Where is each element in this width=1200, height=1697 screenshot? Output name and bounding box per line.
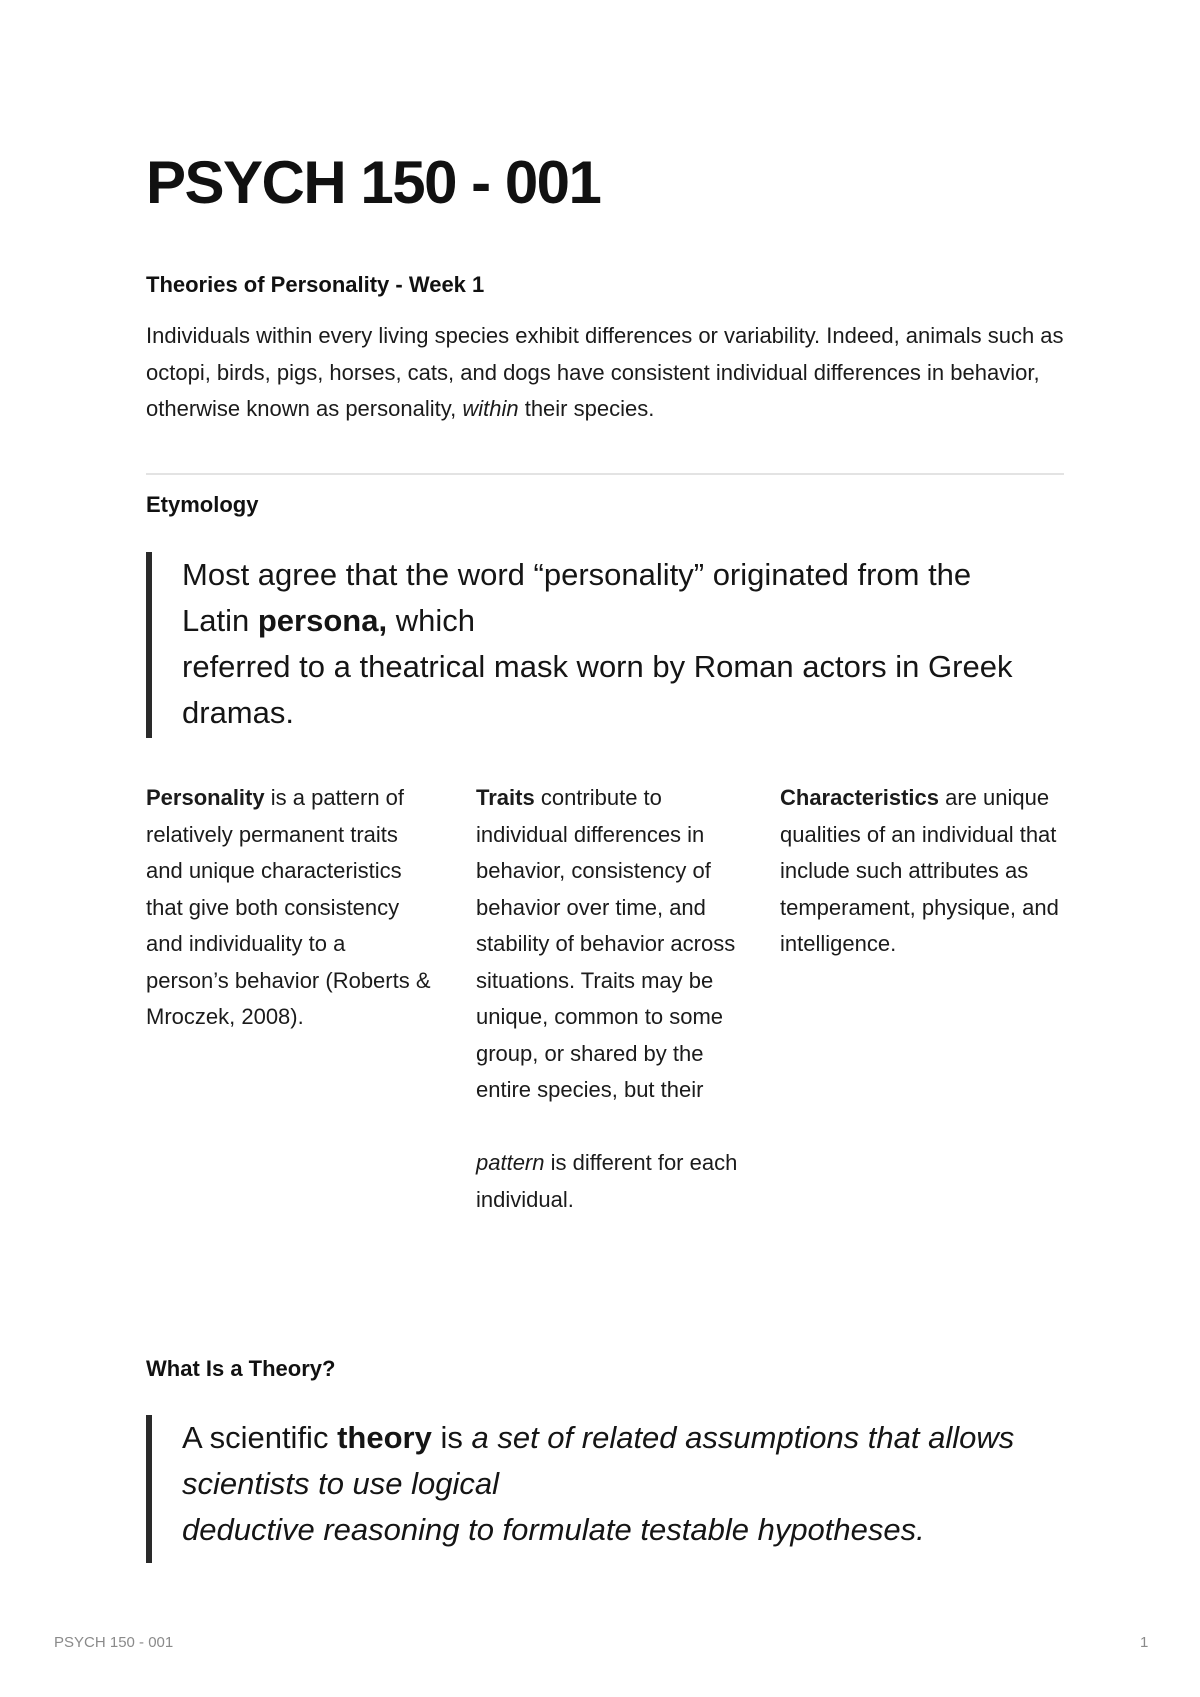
definition-body: is a pattern of relatively permanent traits and unique characteristics that give both consistency and individuality to a person’s behavior (Roberts & Mroczek, 2008). [146,785,431,1029]
section-subtitle: Theories of Personality - Week 1 [146,272,485,297]
theory-quote [146,1415,1064,1563]
paragraph-gap [476,1109,741,1146]
definition-text [476,780,741,1109]
quote-text: A scientific [182,1420,329,1455]
quote-line [182,1507,1064,1553]
quote-text: which [395,603,475,638]
definition-traits [476,780,741,1218]
quote-italic: deductive reasoning to formulate testable hypotheses. [182,1512,925,1547]
definition-body: contribute to individual differences in behavior, consistency of behavior over time, and stability of behavior across situations. Traits may be unique, common to some group, or shared by the entire species, but their [476,785,736,1102]
definition-body: are unique qualities of an individual that include such attributes as temperament, physique, and intelligence. [780,785,1059,956]
etymology-heading: Etymology [146,492,259,517]
quote-line [182,598,1064,644]
definition-term: Personality [146,785,265,810]
definition-personality [146,780,431,1036]
quote-bold-term: persona, [257,603,388,638]
definition-characteristics [780,780,1064,963]
footer-course-label: PSYCH 150 - 001 [54,1634,174,1651]
quote-italic: a set of related assumptions that allows scientists to use logical [182,1420,1015,1501]
quote-text: Latin [182,603,250,638]
quote-line [182,1415,1064,1507]
quote-bold-term: theory [337,1420,432,1455]
intro-text-end: their species. [524,396,655,421]
footer-page-number: 1 [1140,1634,1149,1651]
definition-emphasis: pattern [476,1150,545,1175]
page-title: PSYCH 150 - 001 [146,149,601,216]
quote-text: is [440,1420,463,1455]
quote-line: referred to a theatrical mask worn by Roman actors in Greek dramas. [182,649,1013,730]
definition-text [146,780,431,1036]
definition-body: is different for each individual. [476,1150,738,1212]
definition-term: Traits [476,785,535,810]
intro-text: Individuals within every living species exhibit differences or variability. Indeed, animals such as octopi, birds, pigs, horses, cats, and dogs have consistent individual differences in behavior, otherwise known as personality, [146,323,1064,421]
definition-term: Characteristics [780,785,939,810]
quote-line: Most agree that the word “personality” originated from the [182,557,972,592]
etymology-quote [146,552,1064,738]
theory-heading: What Is a Theory? [146,1356,336,1381]
definition-text [476,1145,741,1218]
intro-paragraph [146,318,1064,428]
divider [146,473,1064,475]
intro-emphasis: within [462,396,519,421]
definition-text [780,780,1064,963]
